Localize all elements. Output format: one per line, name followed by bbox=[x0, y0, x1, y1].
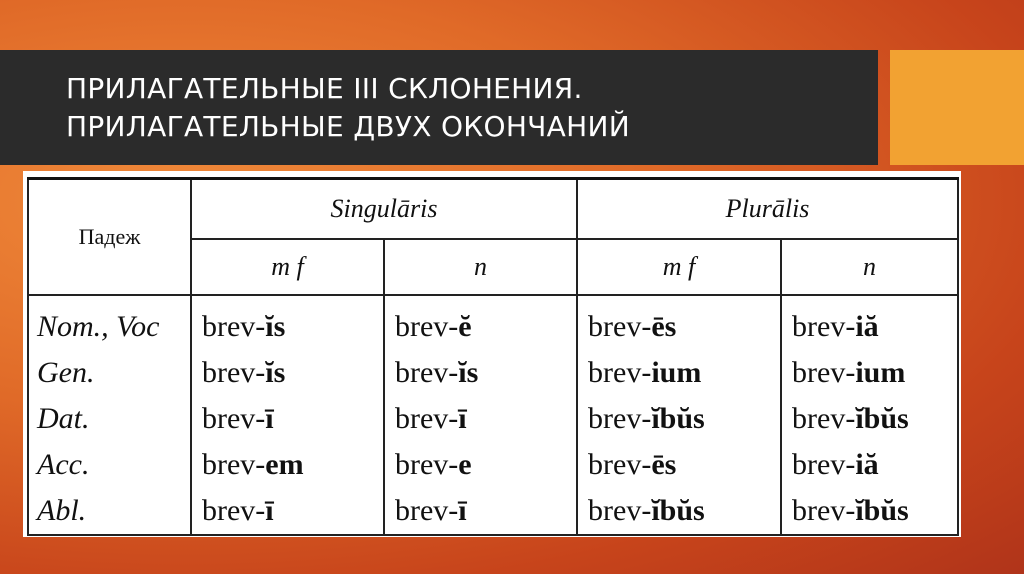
gender-header-sg-mf: m f bbox=[191, 239, 384, 295]
forms-cell-sg-n bbox=[384, 295, 577, 535]
form: brev-e bbox=[395, 448, 472, 481]
form: brev-ĭbŭs bbox=[792, 402, 909, 435]
case-name: Nom., Voc bbox=[37, 310, 160, 343]
forms-cell-pl-n bbox=[781, 295, 958, 535]
form: brev-ĭbŭs bbox=[588, 494, 705, 527]
form: brev-ĕ bbox=[395, 310, 472, 343]
case-name: Acc. bbox=[37, 448, 90, 481]
case-names-cell bbox=[28, 295, 191, 535]
form: brev-em bbox=[202, 448, 304, 481]
slide-title-line-1: ПРИЛАГАТЕЛЬНЫЕ III СКЛОНЕНИЯ. bbox=[66, 72, 583, 105]
case-name: Dat. bbox=[37, 402, 90, 435]
form: brev-ēs bbox=[588, 310, 677, 343]
forms-cell-pl-mf bbox=[577, 295, 781, 535]
declension-table bbox=[27, 177, 959, 536]
plural-header: Plurālis bbox=[577, 179, 958, 240]
form: brev-ium bbox=[792, 356, 906, 389]
form: brev-ī bbox=[202, 494, 274, 527]
slide-title-line-2: ПРИЛАГАТЕЛЬНЫЕ ДВУХ ОКОНЧАНИЙ bbox=[66, 110, 630, 143]
singular-header: Singulāris bbox=[191, 179, 577, 240]
form: brev-ī bbox=[202, 402, 274, 435]
case-name: Abl. bbox=[37, 494, 87, 527]
form: brev-ĭs bbox=[395, 356, 479, 389]
form: brev-iă bbox=[792, 448, 879, 481]
gender-header-pl-mf: m f bbox=[577, 239, 781, 295]
title-bar bbox=[0, 50, 878, 165]
form: brev-ium bbox=[588, 356, 702, 389]
case-column-header: Падеж bbox=[28, 179, 191, 296]
case-name: Gen. bbox=[37, 356, 95, 389]
form: brev-ēs bbox=[588, 448, 677, 481]
form: brev-ī bbox=[395, 494, 467, 527]
gender-header-sg-n: n bbox=[384, 239, 577, 295]
form: brev-ĭs bbox=[202, 310, 286, 343]
form: brev-iă bbox=[792, 310, 879, 343]
form: brev-ĭbŭs bbox=[792, 494, 909, 527]
forms-cell-sg-mf bbox=[191, 295, 384, 535]
accent-box bbox=[890, 50, 1024, 165]
form: brev-ĭbŭs bbox=[588, 402, 705, 435]
form: brev-ĭs bbox=[202, 356, 286, 389]
declension-table-panel bbox=[23, 171, 961, 537]
gender-header-pl-n: n bbox=[781, 239, 958, 295]
form: brev-ī bbox=[395, 402, 467, 435]
